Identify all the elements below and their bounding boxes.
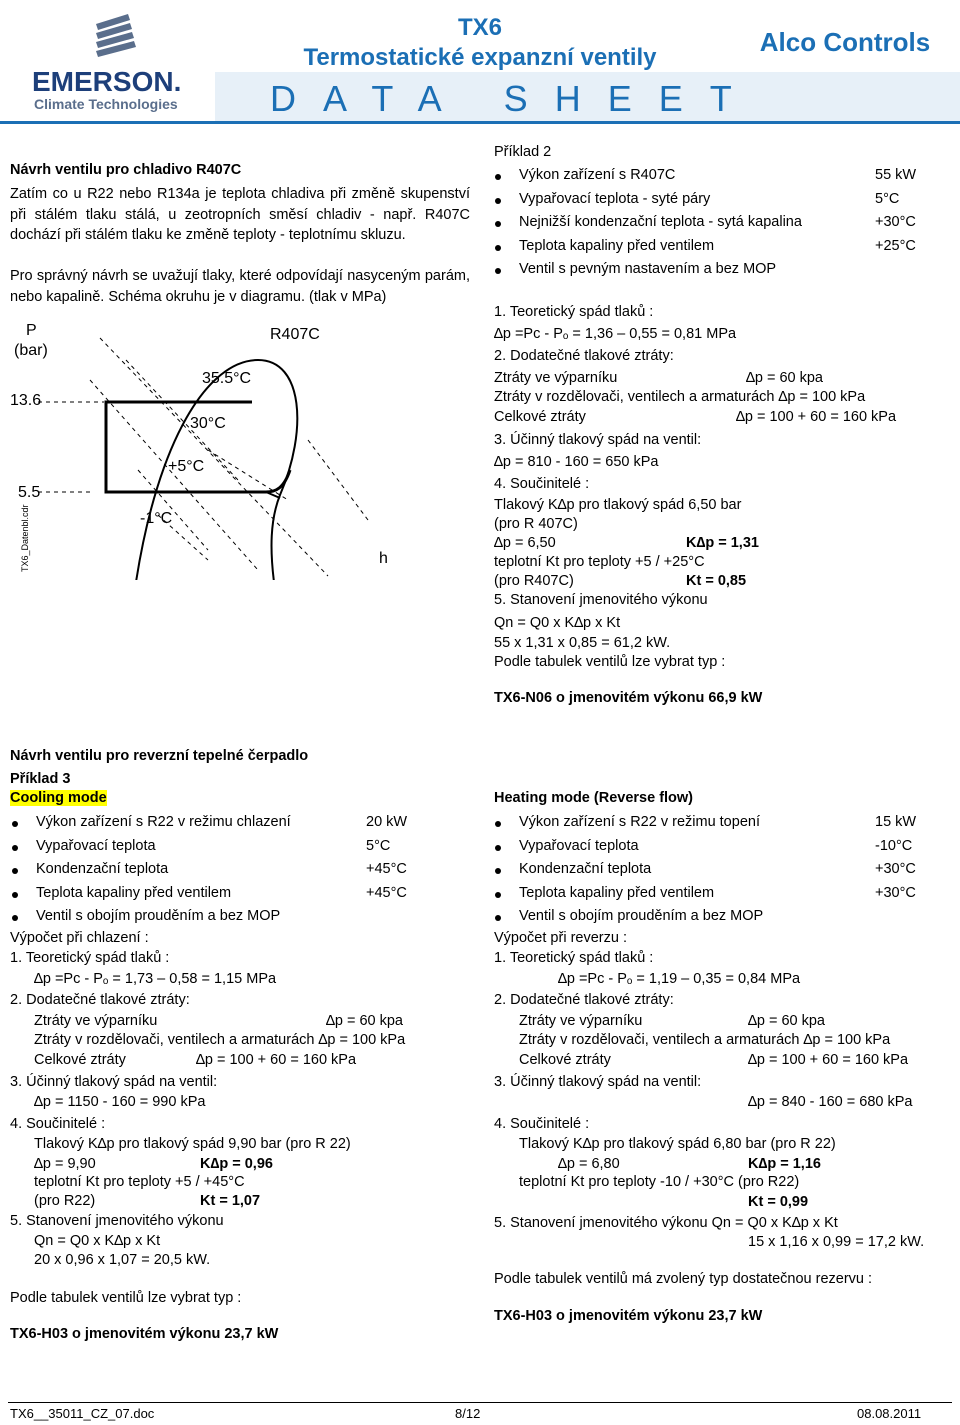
ex2-item-label: Výkon zařízení s R407C <box>519 167 676 183</box>
heat-step4-a: Tlakový K∆p pro tlakový spád 6,80 bar (pro R 22) <box>519 1136 836 1152</box>
ex2-item-value: +30°C <box>875 214 916 230</box>
ex2-step4-a: Tlakový K∆p pro tlakový spád 6,50 bar <box>494 497 742 513</box>
cool-step2-b: Ztráty v rozdělovači, ventilech a armaturách ∆p = 100 kPa <box>34 1032 406 1048</box>
section3-heading: Návrh ventilu pro reverzní tepelné čerpadlo <box>10 748 309 764</box>
logo-wordmark: EMERSON. <box>32 66 182 97</box>
product-subtitle: Termostatické expanzní ventily <box>303 44 657 71</box>
heat-result: TX6-H03 o jmenovitém výkonu 23,7 kW <box>494 1308 763 1324</box>
heating-item-label: Teplota kapaliny před ventilem <box>519 884 715 901</box>
ex2-step3-line: ∆p = 810 - 160 = 650 kPa <box>494 454 659 470</box>
cooling-item-label: Výkon zařízení s R22 v režimu chlazení <box>36 814 291 830</box>
heat-step3-line: ∆p = 840 - 160 = 680 kPa <box>748 1094 913 1110</box>
p-high-label: 13.6 <box>10 392 42 409</box>
ex2-step4-title: 4. Součinitelé : <box>494 476 590 492</box>
heat-step2-c-label: Celkové ztráty <box>519 1052 611 1068</box>
ex2-step2-title: 2. Dodatečné tlakové ztráty: <box>494 348 674 364</box>
ex2-step2-a-value: ∆p = 60 kpa <box>746 370 823 386</box>
cooling-item-label: Teplota kapaliny před ventilem <box>36 884 232 901</box>
refrigerant-label: R407C <box>270 326 320 343</box>
saturation-dome <box>136 360 297 580</box>
heat-step5-c: Podle tabulek ventilů má zvolený typ dostatečnou rezervu : <box>494 1271 873 1287</box>
ex2-step5-b: 55 x 1,31 x 0,85 = 61,2 kW. <box>494 635 671 651</box>
ex2-step5-c: Podle tabulek ventilů lze vybrat typ : <box>494 654 726 670</box>
ex2-step2-a-label: Ztráty ve výparníku <box>494 370 618 386</box>
ex2-step4-d: teplotní Kt pro teploty +5 / +25°C <box>494 554 705 570</box>
heat-step1-title: 1. Teoretický spád tlaků : <box>494 950 654 966</box>
cool-step5-c: Podle tabulek ventilů lze vybrat typ : <box>10 1290 242 1306</box>
ex2-step3-title: 3. Účinný tlakový spád na ventil: <box>494 432 702 448</box>
ex2-step2-b: Ztráty v rozdělovači, ventilech a armaturách ∆p = 100 kPa <box>494 389 866 405</box>
ex2-step1-title: 1. Teoretický spád tlaků : <box>494 304 654 320</box>
cooling-item-value: 5°C <box>366 837 391 854</box>
cycle-path <box>106 402 266 492</box>
heat-step4-b-label: ∆p = 6,80 <box>558 1156 620 1172</box>
heat-step3-title: 3. Účinný tlakový spád na ventil: <box>494 1074 702 1090</box>
temp-label-30: 30°C <box>190 415 226 432</box>
heating-item-value: -10°C <box>875 837 913 854</box>
heat-calc: Výpočet při reverzu : <box>494 930 627 946</box>
cool-step5-b: 20 x 0,96 x 1,07 = 20,5 kW. <box>34 1252 211 1268</box>
ex2-item-value: +25°C <box>875 237 916 254</box>
temp-label-5: +5°C <box>168 458 205 475</box>
cool-step4-title: 4. Součinitelé : <box>10 1116 106 1132</box>
datasheet-banner: DATA SHEET <box>270 78 759 119</box>
heat-step2-title: 2. Dodatečné tlakové ztráty: <box>494 992 674 1008</box>
ex2-step5-title: 5. Stanovení jmenovitého výkonu <box>494 592 708 608</box>
heat-step4-title: 4. Součinitelé : <box>494 1116 590 1132</box>
p-low-label: 5.5 <box>18 484 41 501</box>
cool-step4-d-value: Kt = 1,07 <box>200 1193 261 1209</box>
ex2-item-label: Nejnižší kondenzační teplota - sytá kapalina <box>519 214 802 230</box>
heating-item-label: Výkon zařízení s R22 v režimu topení <box>519 814 760 830</box>
footer-date: 08.08.2011 <box>857 1406 922 1421</box>
temp-label-minus1: -1°C <box>140 510 173 527</box>
heating-item-label: Kondenzační teplota <box>519 861 652 877</box>
ex2-step4-b: (pro R 407C) <box>494 516 578 532</box>
cool-step4-a: Tlakový K∆p pro tlakový spád 9,90 bar (pro R 22) <box>34 1136 351 1152</box>
ex2-step4-c-value: K∆p = 1,31 <box>686 535 759 551</box>
section-heading-r407c: Návrh ventilu pro chladivo R407C <box>10 162 242 178</box>
ex2-step2-c-value: ∆p = 100 + 60 = 160 kPa <box>736 409 897 425</box>
paragraph-pressures: Pro správný návrh se uvažují tlaky, které odpovídají nasyceným parám, nebo kapalině. Schéma okruhu je v diagramu. (tlak v MPa) <box>10 268 470 305</box>
heat-step4-b-value: K∆p = 1,16 <box>748 1156 821 1172</box>
cooling-item-value: +45°C <box>366 884 407 901</box>
axis-p-label: P <box>26 322 37 339</box>
footer-doc-name: TX6__35011_CZ_07.doc <box>10 1406 155 1421</box>
cool-step5-a: Qn = Q0 x K∆p x Kt <box>34 1233 161 1249</box>
cooling-item-label: Ventil s obojím prouděním a bez MOP <box>36 908 281 924</box>
heat-step2-a-value: ∆p = 60 kpa <box>748 1013 825 1029</box>
cool-step4-b-label: ∆p = 9,90 <box>34 1156 96 1172</box>
temp-label-35: 35.5°C <box>202 370 252 387</box>
file-label: TX6_Datenbl.cdr <box>20 504 30 572</box>
cool-step5-title: 5. Stanovení jmenovitého výkonu <box>10 1213 224 1229</box>
cool-step2-c-label: Celkové ztráty <box>34 1052 126 1068</box>
header-rule <box>0 121 960 124</box>
ex2-result: TX6-N06 o jmenovitém výkonu 66,9 kW <box>494 690 763 706</box>
footer-rule <box>8 1402 952 1403</box>
cooling-item-value: +45°C <box>366 861 407 877</box>
cool-step2-a-label: Ztráty ve výparníku <box>34 1013 158 1029</box>
cool-step2-a-value: ∆p = 60 kpa <box>326 1013 403 1029</box>
cool-step1-line: ∆p =Pc - Pₒ = 1,73 – 0,58 = 1,15 MPa <box>34 971 277 987</box>
heating-mode-label: Heating mode (Reverse flow) <box>494 790 694 806</box>
heat-step1-line: ∆p =Pc - Pₒ = 1,19 – 0,35 = 0,84 MPa <box>558 971 801 987</box>
ex2-step4-e-label: (pro R407C) <box>494 573 574 589</box>
ex2-step2-c-label: Celkové ztráty <box>494 409 586 425</box>
cool-step3-line: ∆p = 1150 - 160 = 990 kPa <box>34 1094 206 1110</box>
ph-diagram <box>8 320 418 580</box>
product-title: TX6 <box>457 14 502 41</box>
cooling-mode-label: Cooling mode <box>10 790 107 806</box>
footer-page-number: 8/12 <box>455 1406 481 1421</box>
ex2-step5-a: Qn = Q0 x K∆p x Kt <box>494 615 621 631</box>
ex2-item-label: Teplota kapaliny před ventilem <box>519 237 715 254</box>
cooling-item-label: Kondenzační teplota <box>36 861 169 877</box>
cooling-item-value: 20 kW <box>366 814 408 830</box>
heat-step4-c: teplotní Kt pro teploty -10 / +30°C (pro R22) <box>519 1174 800 1190</box>
cool-step2-title: 2. Dodatečné tlakové ztráty: <box>10 992 190 1008</box>
axis-h-label: h <box>379 550 388 567</box>
heating-item-value: 15 kW <box>875 814 917 830</box>
emerson-emblem-icon <box>8 6 204 66</box>
ex2-item-label: Vypařovací teplota - syté páry <box>519 190 711 207</box>
ex2-item-value: 55 kW <box>875 167 917 183</box>
page-header <box>0 0 960 122</box>
heat-step5-a: 5. Stanovení jmenovitého výkonu Qn = Q0 x K∆p x Kt <box>494 1215 838 1231</box>
heating-item-label: Ventil s obojím prouděním a bez MOP <box>519 908 764 924</box>
example3-title: Příklad 3 <box>10 771 71 787</box>
heating-item-value: +30°C <box>875 884 916 901</box>
heat-step5-b: 15 x 1,16 x 0,99 = 17,2 kW. <box>748 1234 925 1250</box>
cool-step2-c-value: ∆p = 100 + 60 = 160 kPa <box>196 1052 357 1068</box>
cool-step1-title: 1. Teoretický spád tlaků : <box>10 950 170 966</box>
cool-step4-b-value: K∆p = 0,96 <box>200 1156 273 1172</box>
heat-step2-c-value: ∆p = 100 + 60 = 160 kPa <box>748 1052 909 1068</box>
heating-item-value: +30°C <box>875 861 916 877</box>
brand-name: Alco Controls <box>759 27 931 57</box>
cool-calc: Výpočet při chlazení : <box>10 930 149 946</box>
logo-tagline: Climate Technologies <box>34 96 178 112</box>
paragraph-glide: Zatím co u R22 nebo R134a je teplota chladiva při změně skupenství při stálém tlaku stálá, u zeotropních směsí chladiv - např. R407C dochází při stálém tlaku ke změně teploty - teplotnímu skluzu. <box>10 186 470 243</box>
heat-step2-a-label: Ztráty ve výparníku <box>519 1013 643 1029</box>
example2-title: Příklad 2 <box>494 144 552 160</box>
axis-unit-label: (bar) <box>14 342 48 359</box>
cool-step3-title: 3. Účinný tlakový spád na ventil: <box>10 1074 218 1090</box>
emerson-logo <box>8 6 204 118</box>
ex2-step4-c-label: ∆p = 6,50 <box>494 535 556 551</box>
heat-step2-b: Ztráty v rozdělovači, ventilech a armaturách ∆p = 100 kPa <box>519 1032 891 1048</box>
cool-step4-c: teplotní Kt pro teploty +5 / +45°C <box>34 1174 245 1190</box>
ex2-item-label: Ventil s pevným nastavením a bez MOP <box>519 261 777 277</box>
cooling-item-label: Vypařovací teplota <box>36 837 156 854</box>
ex2-item-value: 5°C <box>875 190 900 207</box>
ex2-step1-line: ∆p =Pc - Pₒ = 1,36 – 0,55 = 0,81 MPa <box>494 326 737 342</box>
heat-step4-d: Kt = 0,99 <box>748 1194 809 1210</box>
ex2-step4-e-value: Kt = 0,85 <box>686 573 747 589</box>
heating-item-label: Vypařovací teplota <box>519 837 639 854</box>
cool-step4-d-label: (pro R22) <box>34 1193 96 1209</box>
cool-result: TX6-H03 o jmenovitém výkonu 23,7 kW <box>10 1326 279 1342</box>
